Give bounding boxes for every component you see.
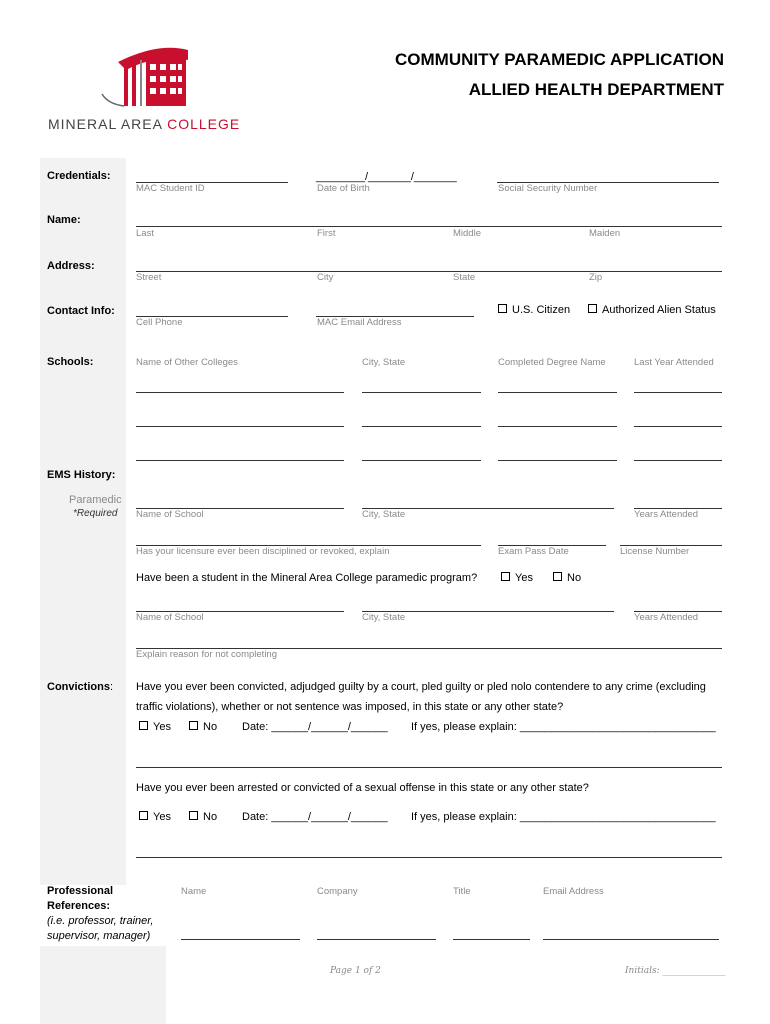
- checkbox-icon: [189, 721, 198, 730]
- checkbox-icon: [588, 304, 597, 313]
- years-caption: Years Attended: [634, 509, 699, 520]
- offense-no-checkbox[interactable]: No: [189, 811, 217, 823]
- sexual-offense-question: Have you ever been arrested or convicted of a sexual offense in this state or any other state?: [136, 782, 589, 794]
- cell-caption: Cell Phone: [136, 317, 183, 328]
- us-citizen-checkbox[interactable]: U.S. Citizen: [498, 304, 570, 316]
- page-title: COMMUNITY PARAMEDIC APPLICATION: [395, 50, 724, 69]
- checkbox-icon: [553, 572, 562, 581]
- contact-label: Contact Info:: [47, 305, 115, 317]
- schools-col-degree: Completed Degree Name: [498, 357, 606, 368]
- ssn-caption: Social Security Number: [498, 183, 598, 194]
- city-state-caption-2: City, State: [362, 612, 406, 623]
- ref-name-header: Name: [181, 886, 207, 897]
- checkbox-icon: [139, 811, 148, 820]
- schools-col-year: Last Year Attended: [634, 357, 714, 368]
- conviction-no-checkbox[interactable]: No: [189, 721, 217, 733]
- maiden-caption: Maiden: [589, 228, 621, 239]
- disciplined-caption: Has your licensure ever been disciplined or revoked, explain: [136, 546, 390, 557]
- offense-explain-line[interactable]: [136, 857, 722, 858]
- reason-caption: Explain reason for not completing: [136, 649, 277, 660]
- page-number: Page 1 of 2: [330, 966, 381, 976]
- conviction-yes-checkbox[interactable]: Yes: [139, 721, 171, 733]
- credentials-label: Credentials:: [47, 170, 111, 182]
- required-note: *Required: [73, 508, 118, 519]
- city-state-caption: City, State: [362, 509, 406, 520]
- conviction-question-line-2: traffic violations), whether or not sentence was imposed, in this state or any other state?: [136, 701, 564, 713]
- checkbox-icon: [498, 304, 507, 313]
- ref-email-header: Email Address: [543, 886, 604, 897]
- school-caption-2: Name of School: [136, 612, 204, 623]
- mac-program-yes-checkbox[interactable]: Yes: [501, 572, 533, 584]
- checkbox-icon: [189, 811, 198, 820]
- schools-col-name: Name of Other Colleges: [136, 357, 238, 368]
- middle-caption: Middle: [453, 228, 481, 239]
- street-caption: Street: [136, 272, 162, 283]
- offense-yes-checkbox[interactable]: Yes: [139, 811, 171, 823]
- exam-date-caption: Exam Pass Date: [498, 546, 569, 557]
- first-caption: First: [317, 228, 336, 239]
- offense-explain-field[interactable]: If yes, please explain: ________________________________: [411, 811, 716, 823]
- school-caption: Name of School: [136, 509, 204, 520]
- college-logo: [48, 44, 258, 134]
- checkbox-icon: [501, 572, 510, 581]
- conviction-explain-field[interactable]: If yes, please explain: ________________________________: [411, 721, 716, 733]
- address-label: Address:: [47, 260, 95, 272]
- student-id-caption: MAC Student ID: [136, 183, 205, 194]
- alien-status-checkbox[interactable]: Authorized Alien Status: [588, 304, 716, 316]
- years-caption-2: Years Attended: [634, 612, 699, 623]
- schools-label: Schools:: [47, 356, 94, 368]
- conviction-question-line-1: Have you ever been convicted, adjudged guilty by a court, pled guilty or pled nolo contendere to any crime (excluding: [136, 681, 706, 693]
- paramedic-label: Paramedic: [69, 494, 122, 506]
- page-subtitle: ALLIED HEALTH DEPARTMENT: [468, 80, 724, 99]
- zip-caption: Zip: [589, 272, 603, 283]
- address-field[interactable]: [136, 271, 722, 272]
- initials-field[interactable]: Initials: ______________: [625, 966, 726, 976]
- mac-program-question: Have been a student in the Mineral Area College paramedic program?: [136, 572, 478, 584]
- email-caption: MAC Email Address: [317, 317, 402, 328]
- conviction-date-field[interactable]: Date: ______/______/______: [242, 721, 388, 733]
- last-caption: Last: [136, 228, 154, 239]
- name-field[interactable]: [136, 226, 722, 227]
- offense-date-field[interactable]: Date: ______/______/______: [242, 811, 388, 823]
- city-caption: City: [317, 272, 334, 283]
- references-label: Professional References: (i.e. professor, trainer, supervisor, manager): [47, 885, 154, 942]
- ref-company-header: Company: [317, 886, 358, 897]
- logo-building-icon: [48, 44, 258, 114]
- ems-history-label: EMS History:: [47, 469, 116, 481]
- conviction-explain-line[interactable]: [136, 767, 722, 768]
- name-label: Name:: [47, 214, 81, 226]
- schools-col-city: City, State: [362, 357, 406, 368]
- checkbox-icon: [139, 721, 148, 730]
- dob-caption: Date of Birth: [317, 183, 370, 194]
- convictions-label: Convictions:: [47, 681, 114, 693]
- bottom-margin-panel: [40, 946, 166, 1024]
- mac-program-no-checkbox[interactable]: No: [553, 572, 581, 584]
- logo-wordmark: MINERAL AREA COLLEGE: [48, 116, 241, 132]
- ref-title-header: Title: [453, 886, 471, 897]
- license-caption: License Number: [620, 546, 690, 557]
- state-caption: State: [453, 272, 476, 283]
- dob-field[interactable]: ________/_______/_______: [316, 171, 457, 183]
